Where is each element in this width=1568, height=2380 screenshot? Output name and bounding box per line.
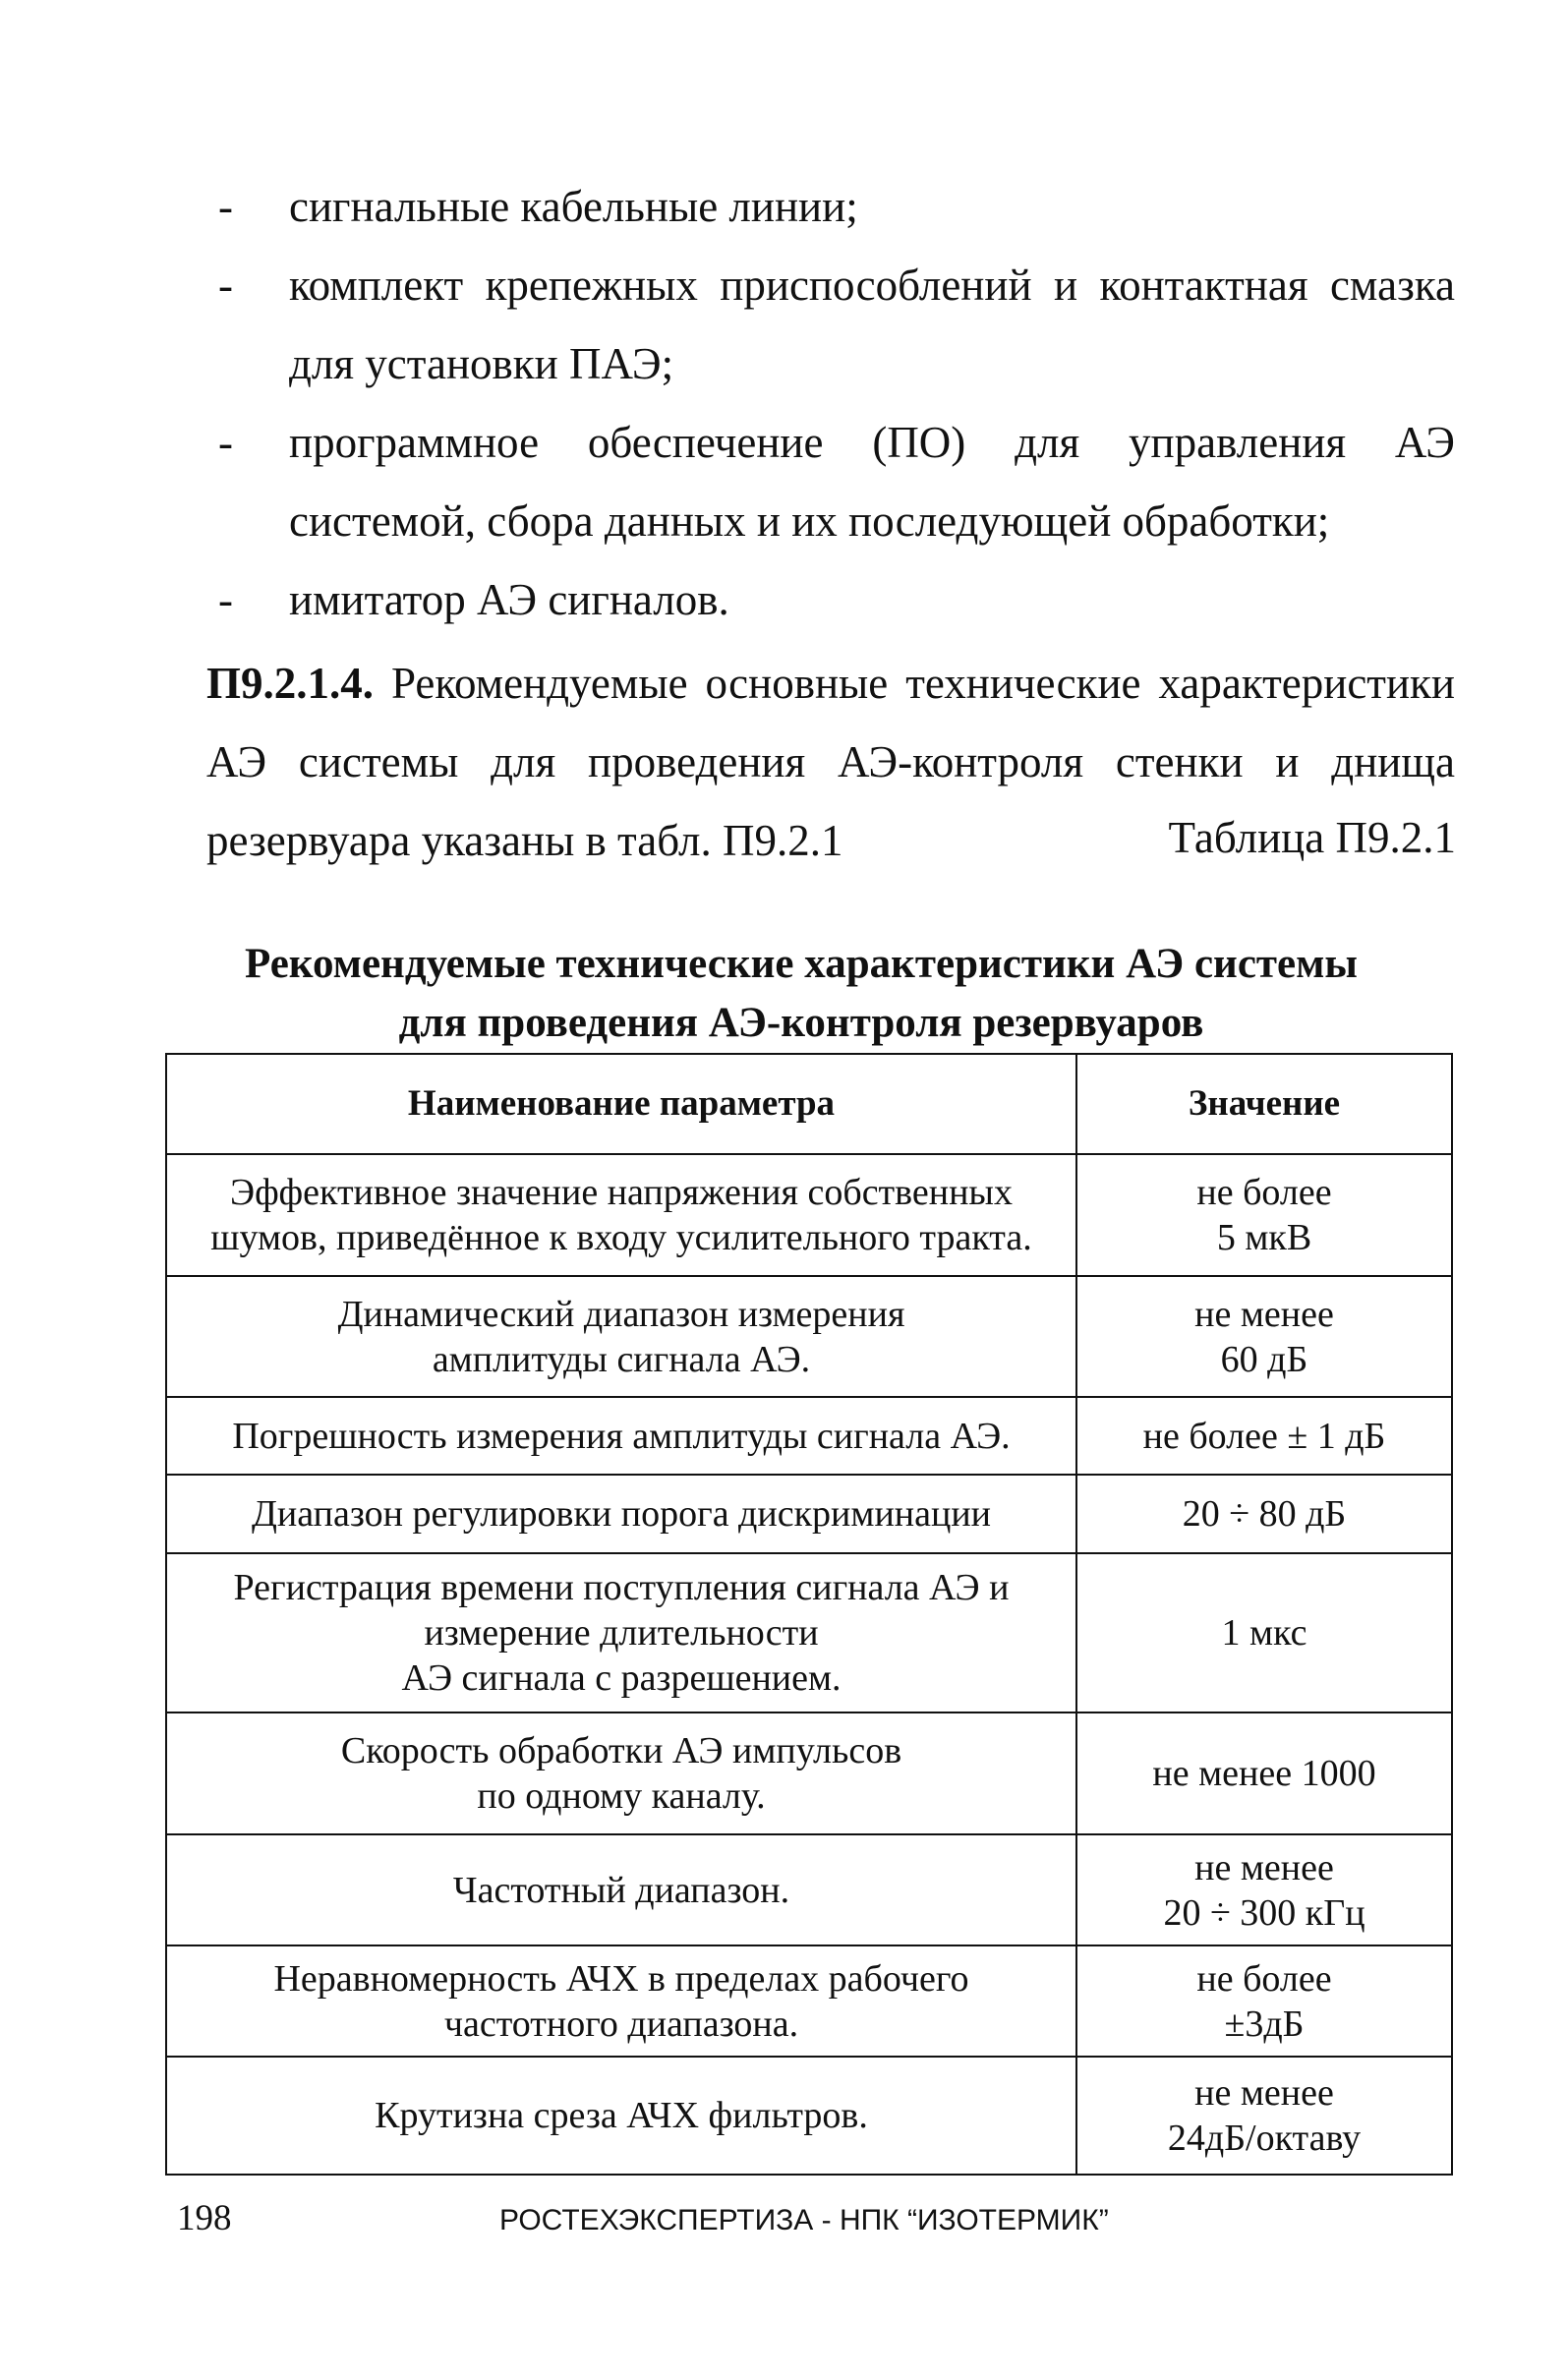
table-title-line: Рекомендуемые технические характеристики АЭ системы: [245, 940, 1358, 987]
list-dash: -: [218, 575, 233, 624]
parameter-cell: Эффективное значение напряжения собственных шумов, приведённое к входу усилительного тракта.: [166, 1154, 1076, 1276]
table-row: [166, 1397, 1452, 1475]
value-cell: не менее 24дБ/октаву: [1076, 2057, 1452, 2175]
value-cell: не более ± 1 дБ: [1076, 1397, 1452, 1475]
publisher-footer: РОСТЕХЭКСПЕРТИЗА - НПК “ИЗОТЕРМИК”: [499, 2204, 1109, 2236]
table-row: [166, 1276, 1452, 1397]
table-row: [166, 1553, 1452, 1712]
list-dash: -: [218, 182, 233, 231]
equipment-list: [206, 167, 1455, 639]
list-item: [206, 403, 1455, 560]
list-item: [206, 560, 1455, 639]
table-title-line: для проведения АЭ-контроля резервуаров: [398, 999, 1204, 1046]
list-item-text: имитатор АЭ сигналов.: [289, 575, 729, 624]
table-header-row: [166, 1054, 1452, 1154]
clause-number: П9.2.1.4.: [206, 659, 375, 708]
parameter-cell: Погрешность измерения амплитуды сигнала АЭ.: [166, 1397, 1076, 1475]
value-cell: не более ±3дБ: [1076, 1945, 1452, 2057]
value-cell: 1 мкс: [1076, 1553, 1452, 1712]
value-cell: не менее 20 ÷ 300 кГц: [1076, 1834, 1452, 1945]
value-column-header: Значение: [1076, 1054, 1452, 1154]
parameter-cell: Скорость обработки АЭ импульсов по одному каналу.: [166, 1712, 1076, 1834]
value-cell: не менее 60 дБ: [1076, 1276, 1452, 1397]
list-item-text: программное обеспечение (ПО) для управления АЭ системой, сбора данных и их последующей обработки;: [289, 418, 1455, 546]
table-row: [166, 1945, 1452, 2057]
table-row: [166, 1154, 1452, 1276]
list-dash: -: [218, 261, 233, 310]
list-item: [206, 167, 1455, 246]
value-cell: 20 ÷ 80 дБ: [1076, 1475, 1452, 1553]
list-dash: -: [218, 418, 233, 467]
list-item-text: сигнальные кабельные линии;: [289, 182, 858, 231]
page-number: 198: [177, 2198, 232, 2238]
table-row: [166, 1712, 1452, 1834]
parameter-cell: Регистрация времени поступления сигнала АЭ и измерение длительности АЭ сигнала с разрешением.: [166, 1553, 1076, 1712]
parameter-cell: Неравномерность АЧХ в пределах рабочего частотного диапазона.: [166, 1945, 1076, 2057]
value-cell: не более 5 мкВ: [1076, 1154, 1452, 1276]
table-row: [166, 1475, 1452, 1553]
parameter-cell: Динамический диапазон измерения амплитуды сигнала АЭ.: [166, 1276, 1076, 1397]
table-row: [166, 1834, 1452, 1945]
parameter-cell: Частотный диапазон.: [166, 1834, 1076, 1945]
parameter-cell: Крутизна среза АЧХ фильтров.: [166, 2057, 1076, 2175]
clause-text: Рекомендуемые основные технические характеристики АЭ системы для проведения АЭ-контроля стенки и днища резервуара указаны в табл. П9.2.1: [206, 659, 1455, 865]
table-title: [147, 935, 1455, 1053]
value-cell: не менее 1000: [1076, 1712, 1452, 1834]
parameter-cell: Диапазон регулировки порога дискриминации: [166, 1475, 1076, 1553]
specifications-table: [165, 1053, 1453, 2176]
list-item-text: комплект крепежных приспособлений и контактная смазка для установки ПАЭ;: [289, 261, 1455, 388]
table-number: Таблица П9.2.1: [1168, 813, 1456, 862]
table-row: [166, 2057, 1452, 2175]
parameter-column-header: Наименование параметра: [166, 1054, 1076, 1154]
list-item: [206, 246, 1455, 403]
